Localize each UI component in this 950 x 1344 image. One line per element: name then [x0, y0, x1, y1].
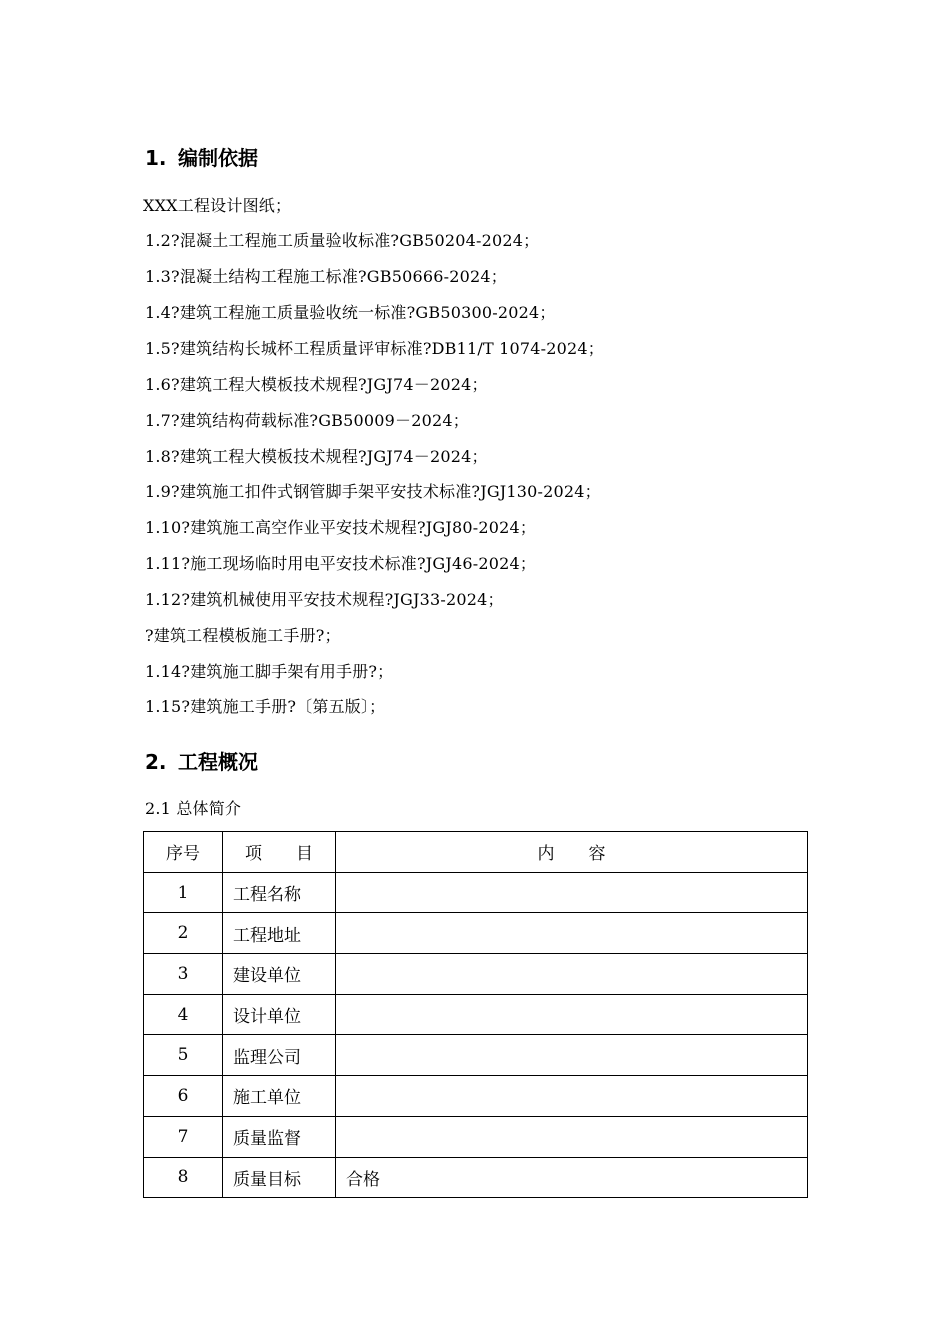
- table-row: [144, 954, 808, 995]
- reference-item: 1.5?建筑结构长城杯工程质量评审标准?DB11/T 1074-2024；: [145, 339, 604, 358]
- row-item: 工程名称: [223, 872, 336, 913]
- section-1-title: 编制依据: [178, 146, 258, 170]
- row-content: [336, 1116, 808, 1157]
- overview-table: [143, 831, 808, 1198]
- reference-item: 1.9?建筑施工扣件式钢管脚手架平安技术标准?JGJ130-2024；: [145, 482, 601, 501]
- row-content: 合格: [336, 1157, 808, 1198]
- row-content: [336, 954, 808, 995]
- reference-item: XXX工程设计图纸；: [143, 196, 292, 215]
- table-row: [144, 1076, 808, 1117]
- table-row: [144, 1157, 808, 1198]
- reference-item: 1.15?建筑施工手册?〔第五版〕；: [145, 697, 386, 716]
- reference-item: ?建筑工程模板施工手册?；: [145, 626, 341, 645]
- row-item: 质量目标: [223, 1157, 336, 1198]
- row-no: 4: [144, 994, 223, 1035]
- row-no: 3: [144, 954, 223, 995]
- row-no: 1: [144, 872, 223, 913]
- section-2-title: 工程概况: [178, 750, 258, 774]
- row-no: 6: [144, 1076, 223, 1117]
- reference-item: 1.6?建筑工程大模板技术规程?JGJ74－2024；: [145, 375, 488, 394]
- reference-item: 1.11?施工现场临时用电平安技术标准?JGJ46-2024；: [145, 554, 537, 573]
- reference-item: 1.4?建筑工程施工质量验收统一标准?GB50300-2024；: [145, 303, 556, 322]
- reference-item: 1.14?建筑施工脚手架有用手册?；: [145, 662, 394, 681]
- section-2-number: 2.: [145, 750, 167, 774]
- table-header-row: [144, 832, 808, 873]
- table-row: [144, 872, 808, 913]
- reference-item: 1.10?建筑施工高空作业平安技术规程?JGJ80-2024；: [145, 518, 537, 537]
- row-item: 工程地址: [223, 913, 336, 954]
- row-no: 8: [144, 1157, 223, 1198]
- header-content: 内 容: [336, 832, 808, 873]
- row-content: [336, 994, 808, 1035]
- row-item: 质量监督: [223, 1116, 336, 1157]
- reference-item: 1.3?混凝土结构工程施工标准?GB50666-2024；: [145, 267, 507, 286]
- row-content: [336, 1076, 808, 1117]
- reference-item: 1.8?建筑工程大模板技术规程?JGJ74－2024；: [145, 447, 488, 466]
- row-no: 7: [144, 1116, 223, 1157]
- reference-item: 1.7?建筑结构荷载标准?GB50009－2024；: [145, 411, 469, 430]
- row-content: [336, 1035, 808, 1076]
- table-row: [144, 913, 808, 954]
- table-row: [144, 1116, 808, 1157]
- row-content: [336, 872, 808, 913]
- row-no: 2: [144, 913, 223, 954]
- reference-item: 1.2?混凝土工程施工质量验收标准?GB50204-2024；: [145, 231, 540, 250]
- row-item: 设计单位: [223, 994, 336, 1035]
- section-1-number: 1.: [145, 146, 167, 170]
- table-row: [144, 994, 808, 1035]
- section-2-heading: [145, 750, 258, 774]
- header-no: 序号: [144, 832, 223, 873]
- reference-item: 1.12?建筑机械使用平安技术规程?JGJ33-2024；: [145, 590, 504, 609]
- section-1-heading: [145, 146, 258, 170]
- subsection-title: 2.1 总体简介: [145, 799, 242, 818]
- row-item: 建设单位: [223, 954, 336, 995]
- row-item: 监理公司: [223, 1035, 336, 1076]
- row-item: 施工单位: [223, 1076, 336, 1117]
- header-item: 项 目: [223, 832, 336, 873]
- row-no: 5: [144, 1035, 223, 1076]
- table-row: [144, 1035, 808, 1076]
- row-content: [336, 913, 808, 954]
